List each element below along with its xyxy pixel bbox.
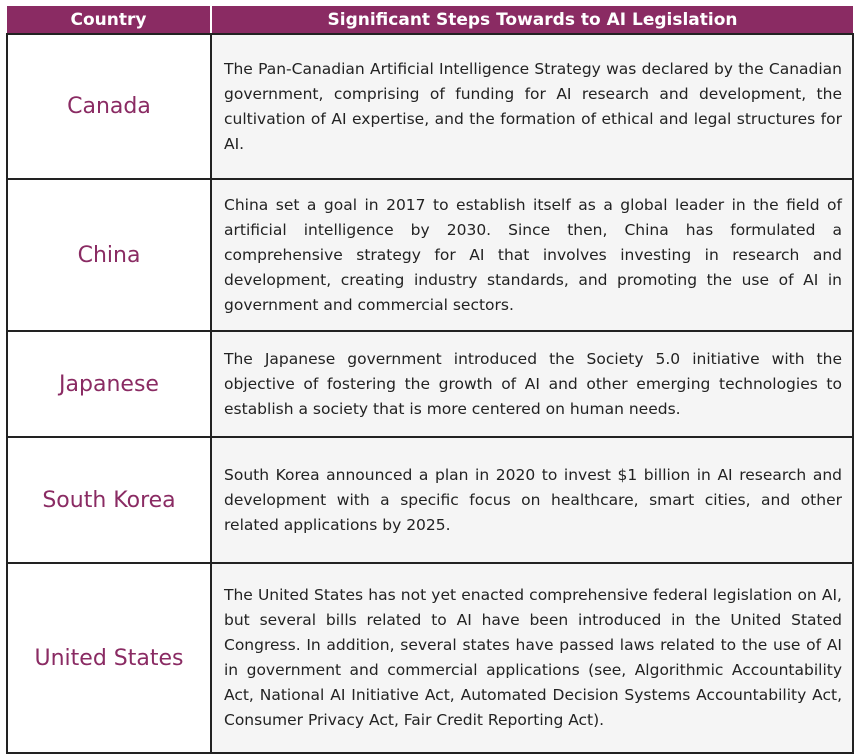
steps-cell: South Korea announced a plan in 2020 to invest $1 billion in AI research and development with a specific focus on healthcare, smart cities, and other related applications by 2025. — [211, 437, 853, 563]
country-cell: China — [7, 179, 211, 331]
table-row — [7, 34, 853, 179]
country-column-header: Country — [7, 6, 211, 34]
country-cell: Japanese — [7, 331, 211, 437]
country-cell: Canada — [7, 34, 211, 179]
steps-cell: The Pan-Canadian Artificial Intelligence Strategy was declared by the Canadian government, comprising of funding for AI research and development, the cultivation of AI expertise, and the formation of ethical and legal structures for AI. — [211, 34, 853, 179]
table-row — [7, 179, 853, 331]
steps-cell: China set a goal in 2017 to establish itself as a global leader in the field of artificial intelligence by 2030. Since then, China has formulated a comprehensive strategy for AI that involves investing in research and development, creating industry standards, and promoting the use of AI in government and commercial sectors. — [211, 179, 853, 331]
table-row — [7, 563, 853, 753]
steps-cell: The United States has not yet enacted comprehensive federal legislation on AI, but several bills related to AI have been introduced in the United Stated Congress. In addition, several states have passed laws related to the use of AI in government and commercial applications (see, Algorithmic Accountability Act, National AI Initiative Act, Automated Decision Systems Accountability Act, Consumer Privacy Act, Fair Credit Reporting Act). — [211, 563, 853, 753]
steps-cell: The Japanese government introduced the Society 5.0 initiative with the objective of fostering the growth of AI and other emerging technologies to establish a society that is more centered on human needs. — [211, 331, 853, 437]
steps-column-header: Significant Steps Towards to AI Legislation — [211, 6, 853, 34]
header-row — [7, 6, 853, 34]
table-row — [7, 331, 853, 437]
country-cell: United States — [7, 563, 211, 753]
country-cell: South Korea — [7, 437, 211, 563]
table-row — [7, 437, 853, 563]
ai-legislation-table — [6, 6, 854, 754]
